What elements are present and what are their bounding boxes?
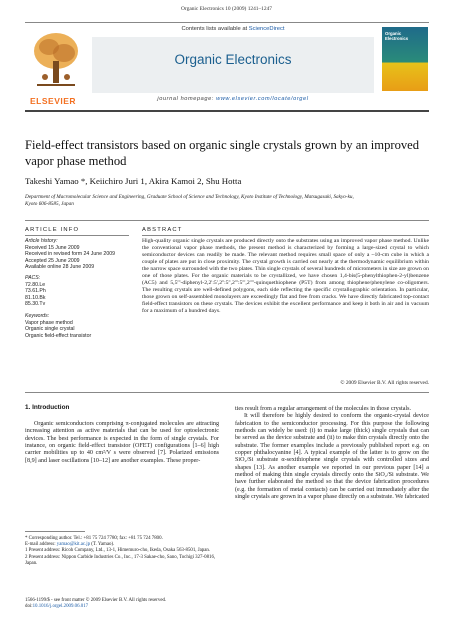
doi-link[interactable]: 10.1016/j.orgel.2009.06.017 [32, 604, 89, 610]
doi-line [25, 604, 219, 610]
title-bottom-rule [25, 220, 429, 221]
paper-title: Field-effect transistors based on organic single crystals grown by an improved vapor phase method [25, 138, 420, 168]
pacs-item: 85.30.Tv [25, 301, 46, 308]
pacs-label: PACS: [25, 275, 41, 281]
history-item: Available online 28 June 2009 [25, 264, 95, 271]
article-info-heading: ARTICLE INFO [25, 227, 80, 233]
section-heading-introduction: 1. Introduction [25, 404, 70, 411]
pacs-item: 73.61.Ph [25, 288, 46, 295]
header-bottom-rule [25, 110, 429, 112]
abstract-text: High-quality organic single crystals are produced directly onto the substrates using an improved vapor phase method. Unlike the conventional vapor phase methods, the present method is characterized by forming a large-sized crystal to which semiconductor devices can readily be made. The relevant method requires small space of only a ~10-cm cube in which a couple of plates are put in close proximity. The crystal growth is carried out nearly at the thermodynamic equilibrium within the narrow space surrounded with the two plates. Thin single crystals of several hundreds of micrometers in size are grown on one of those plates. For the organic materials to be crystallized, we have chosen 1,4-bis(5-phenylthiophen-2-yl)benzene (AC5) and 5,5'''-diphenyl-2,2':5',2'':5'',2''':5''',2''''-quinquethiophene (P5T) from among thiophene/phenylene co-oligomers. The resulting crystals are well-defined polygons, each side reflecting the specific crystallographic orientation. In particular, those grown on self-assembled monolayers are exceedingly flat and free from cracks. We have directly fabricated top-contact field-effect transistors on these crystals. The devices exhibit the excellent performance and keep it both in air and in vacuum for a maximum of a hundred days. [142, 238, 429, 314]
front-matter-notes [25, 598, 219, 610]
issn-line: 1566-1199/$ - see front matter © 2009 Elsevier B.V. All rights reserved. [25, 598, 167, 603]
article-info-rule [25, 235, 129, 236]
abstract-rule [142, 235, 429, 236]
keyword-item: Organic field-effect transistor [25, 332, 92, 339]
email-link[interactable]: yamao@kit.ac.jp [56, 542, 91, 548]
copyright-notice: © 2009 Elsevier B.V. All rights reserved. [340, 380, 429, 386]
abstract-heading: ABSTRACT [142, 227, 183, 233]
article-history [25, 238, 120, 271]
keyword-item: Organic single crystal [25, 326, 75, 333]
keywords-block [25, 313, 120, 339]
history-item: Received in revised form 24 June 2009 [25, 251, 115, 258]
footnote-rule [25, 531, 85, 532]
elsevier-tree-logo [27, 27, 85, 91]
pacs-item: 81.10.Bk [25, 294, 46, 301]
footnote-2: 2 Present address: Nippon Carbide Industries Co., Inc., 17-3 Sakae-cho, Sano, Tochigi 327-0816, Japan. [25, 554, 216, 566]
homepage-link[interactable]: www.elsevier.com/locate/orgel [216, 96, 309, 102]
author-list: Takeshi Yamao *, Keiichiro Juri 1, Akira Kamoi 2, Shu Hotta [25, 176, 242, 186]
pacs-block [25, 275, 120, 308]
footnote-1: 1 Present address: Ricoh Company, Ltd., 13-1, Himemuro-cho, Ikeda, Osaka 563-8501, Japan. [25, 548, 211, 554]
history-label: Article history: [25, 238, 58, 244]
abstract-bottom-rule [25, 392, 429, 393]
intro-column-right [235, 406, 429, 501]
intro-paragraph-left: Organic semiconductors comprising π-conjugated molecules are attracting increasing attention as active materials that can be used for optoelectronic devices. The best performance is expected in the form of single crystals. For instance, on organic field-effect transistor (OFET) configurations [1–6] high carrier mobilities up to 40 cm²/V s were observed [7]. Polarized emissions [8,9] and laser oscillations [10–12] are another examples. These proper- [25, 421, 219, 464]
running-citation: Organic Electronics 10 (2009) 1241–1247 [181, 6, 272, 12]
cover-title: Organic Electronics [385, 31, 409, 41]
intro-paragraph-continued: ties result from a regular arrangement of the molecules in those crystals. [235, 406, 411, 412]
pacs-item: 72.80.Le [25, 281, 46, 288]
homepage-prefix: journal homepage: [157, 96, 217, 102]
journal-homepage [92, 96, 374, 102]
history-item: Accepted 25 June 2009 [25, 257, 80, 264]
footnote-corresponding: * Corresponding author. Tel.: +81 75 724 7780; fax: +81 75 724 7800. [25, 536, 163, 541]
header-top-rule [25, 22, 429, 23]
contents-prefix: Contents lists available at [181, 26, 249, 32]
keywords-label: Keywords: [25, 313, 50, 319]
affiliation: Department of Macromolecular Science and Engineering, Graduate School of Science and Technology, Kyoto Institute of Technology, Matsugasaki, Sakyo-ku, Kyoto 606-8585, Japan [25, 194, 354, 207]
publisher-logo-text: ELSEVIER [30, 96, 77, 106]
doi-prefix: doi: [25, 604, 33, 610]
footnotes [25, 536, 219, 567]
keyword-item: Vapor phase method [25, 319, 73, 326]
contents-availability [92, 26, 374, 32]
email-suffix: (T. Yamao). [90, 542, 115, 548]
intro-paragraph-methods: It will therefore be highly desired to conform the organic-crystal device fabrication to the semiconductor processing. For this purpose the following methods can widely be used: (i) to make large (thick) single crystals that can be served as the device substrate and (ii) to make thin crystals directly onto the substrate. The former examples include a previously published report e.g. on copper phthalocyanine [4]. A typical example of the latter is to grow on the SiO₂/Si substrate α-sexithiophene single crystals with controlled sizes and shapes [13]. As another example we reported in our previous paper [14] a method of making thin single crystals directly onto the SiO₂/Si substrate. We have further elaborated the method so that the device fabrication procedures (e.g. the formation of metal contacts) can be carried out immediately after the single crystals are grown in a vapor phase directly on a substrate. We fabricated [235, 413, 429, 501]
journal-title: Organic Electronics [174, 52, 292, 67]
email-prefix: E-mail address: [25, 542, 57, 548]
history-item: Received 15 June 2009 [25, 244, 80, 251]
sciencedirect-link[interactable]: ScienceDirect [248, 26, 285, 32]
